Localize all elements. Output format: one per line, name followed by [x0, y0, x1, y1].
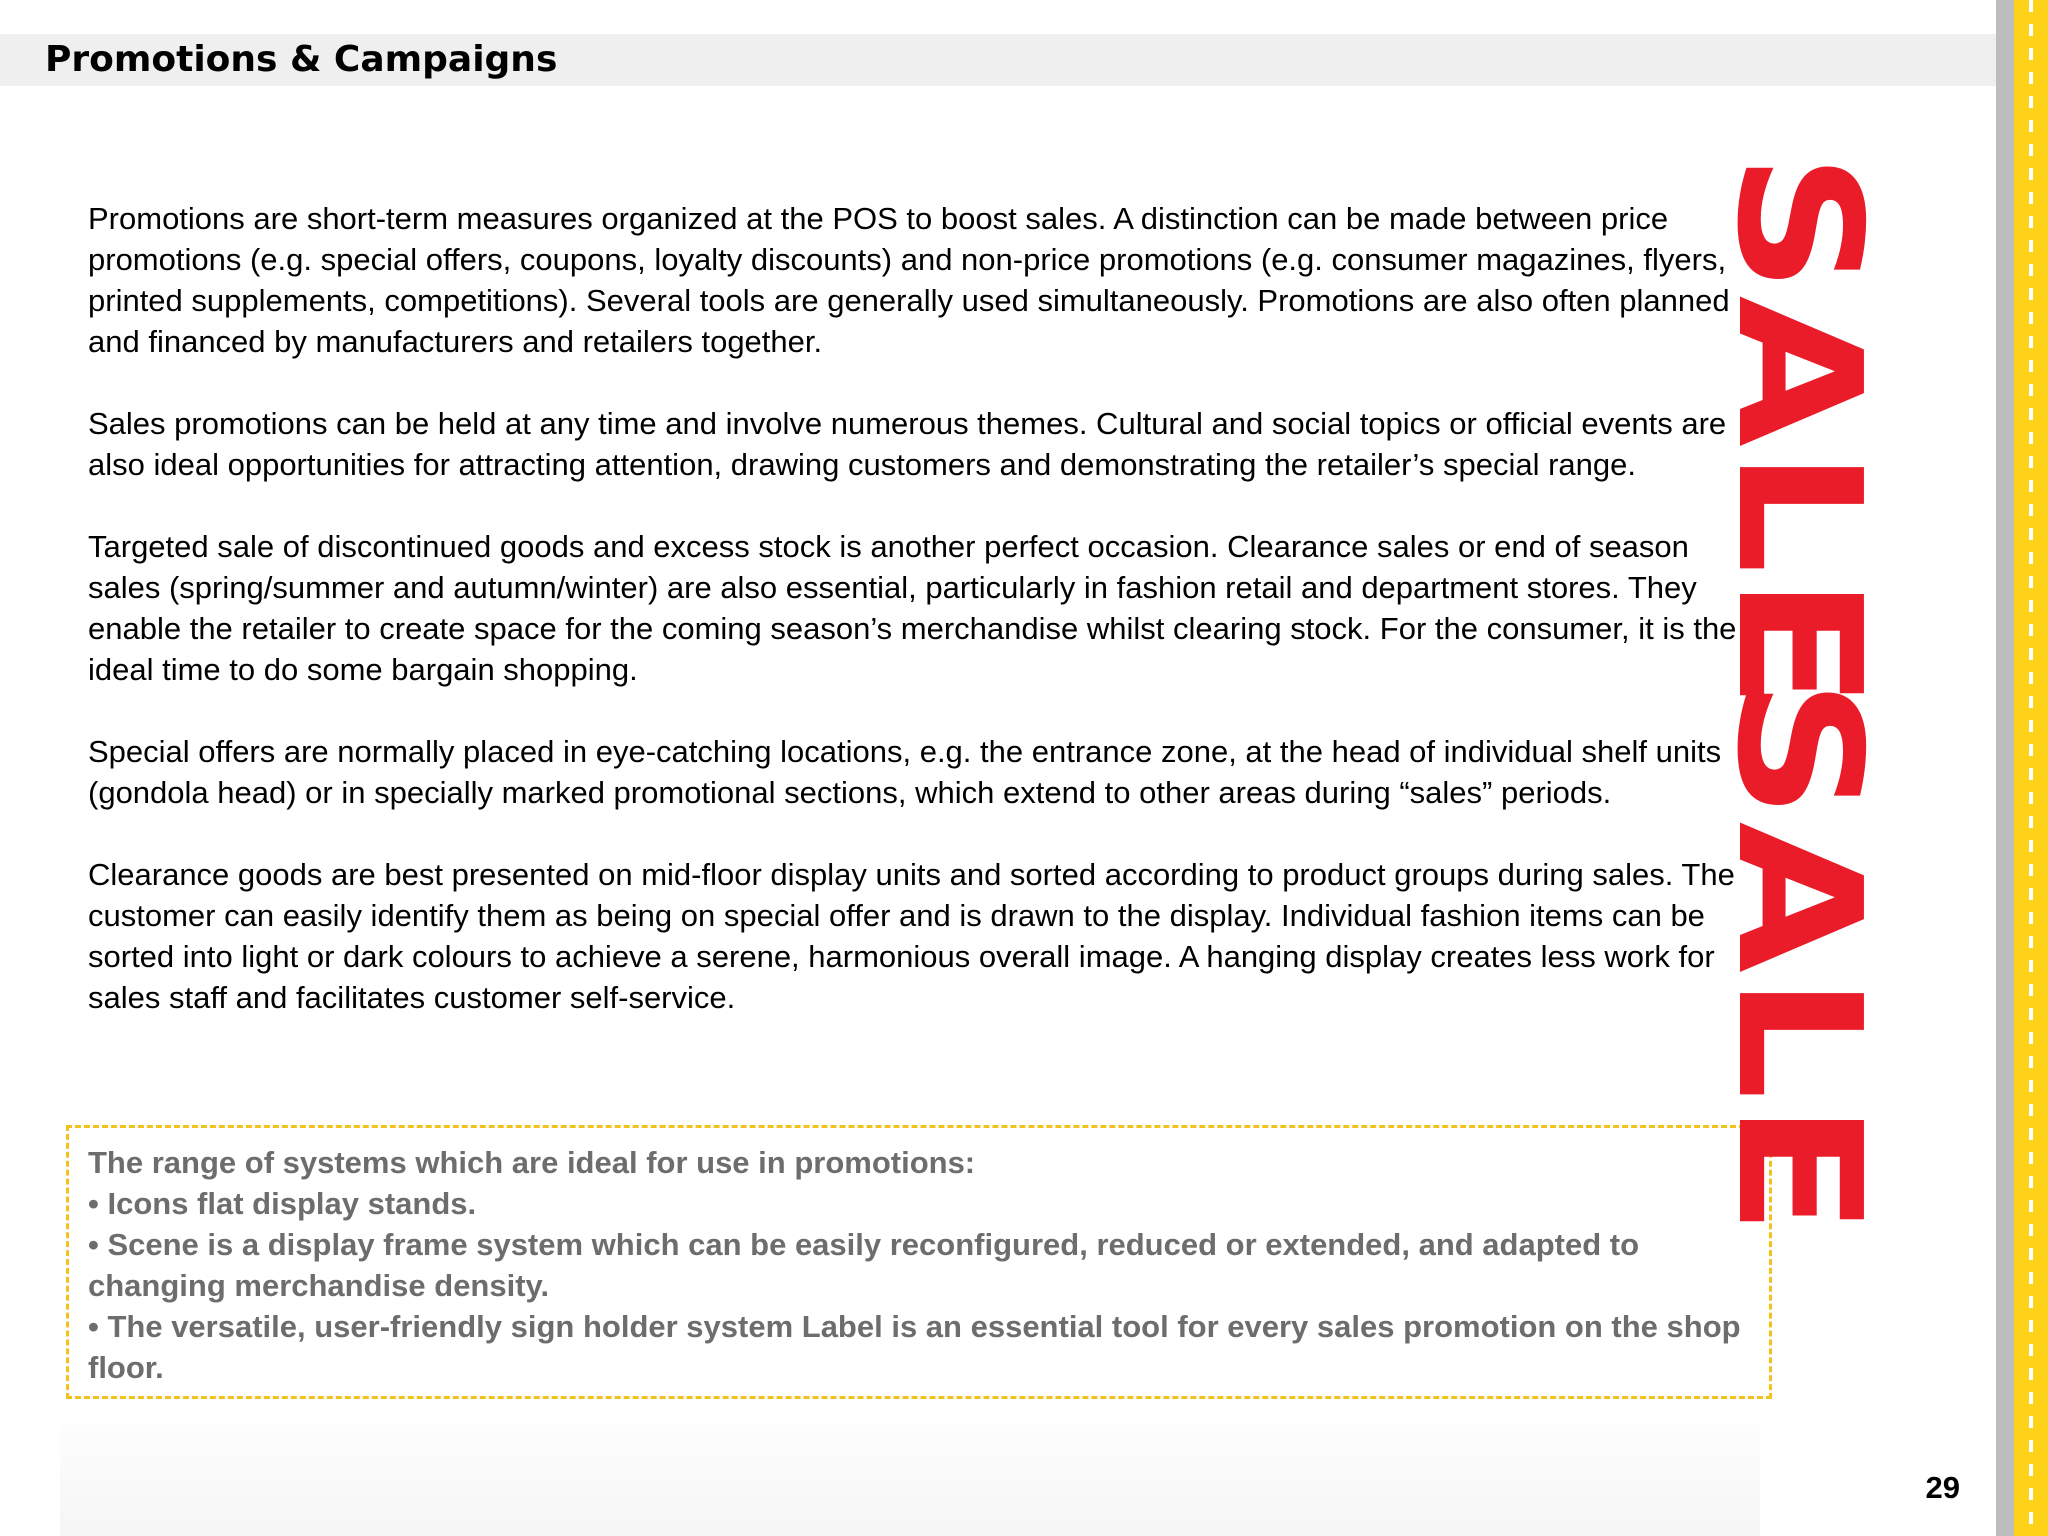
- sale-graphic-top: SALE: [1699, 152, 1897, 712]
- page-number: 29: [1925, 1470, 1960, 1505]
- callout-item: • The versatile, user-friendly sign holder system Label is an essential tool for every sales promotion on the shop floor.: [88, 1309, 1741, 1385]
- callout-heading: The range of systems which are ideal for use in promotions:: [88, 1145, 976, 1180]
- paragraph-special-offers: Special offers are normally placed in eye-catching locations, e.g. the entrance zone, at the head of individual shelf units (gondola head) or in specially marked promotional sections, which extend to other areas during “sales” periods.: [88, 734, 1722, 810]
- body-text: [88, 198, 1768, 1059]
- callout-text: [88, 1142, 1768, 1388]
- right-edge-dashed-line: [2029, 0, 2033, 1536]
- paragraph-promotions: Promotions are short-term measures organized at the POS to boost sales. A distinction can be made between price promotions (e.g. special offers, coupons, loyalty discounts) and non-price promotions (e.g. consumer magazines, flyers, printed supplements, competitions). Several tools are generally used simultaneously. Promotions are also often planned and financed by manufacturers and retailers together.: [88, 201, 1730, 359]
- callout-item: • Scene is a display frame system which can be easily reconfigured, reduced or extended, and adapted to changing merchandise density.: [88, 1227, 1640, 1303]
- bottom-fade: [60, 1400, 1760, 1536]
- right-edge-grey-stripe: [1996, 0, 2014, 1536]
- callout-item: • Icons flat display stands.: [88, 1186, 477, 1221]
- paragraph-clearance-goods: Clearance goods are best presented on mid-floor display units and sorted according to product groups during sales. The customer can easily identify them as being on special offer and is drawn to the display. Individual fashion items can be sorted into light or dark colours to achieve a serene, harmonious overall image. A hanging display creates less work for sales staff and facilitates customer self-service.: [88, 857, 1735, 1015]
- paragraph-sales-promotions: Sales promotions can be held at any time and involve numerous themes. Cultural and social topics or official events are also ideal opportunities for attracting attention, drawing customers and demonstrating the retailer’s special range.: [88, 406, 1727, 482]
- page-title: Promotions & Campaigns: [45, 39, 558, 80]
- sale-graphic-bottom: SALE: [1699, 678, 1897, 1238]
- paragraph-targeted-sale: Targeted sale of discontinued goods and excess stock is another perfect occasion. Clearance sales or end of season sales (spring/summer and autumn/winter) are also essential, particularly in fashion retail and department stores. They enable the retailer to create space for the coming season’s merchandise whilst clearing stock. For the consumer, it is the ideal time to do some bargain shopping.: [88, 529, 1737, 687]
